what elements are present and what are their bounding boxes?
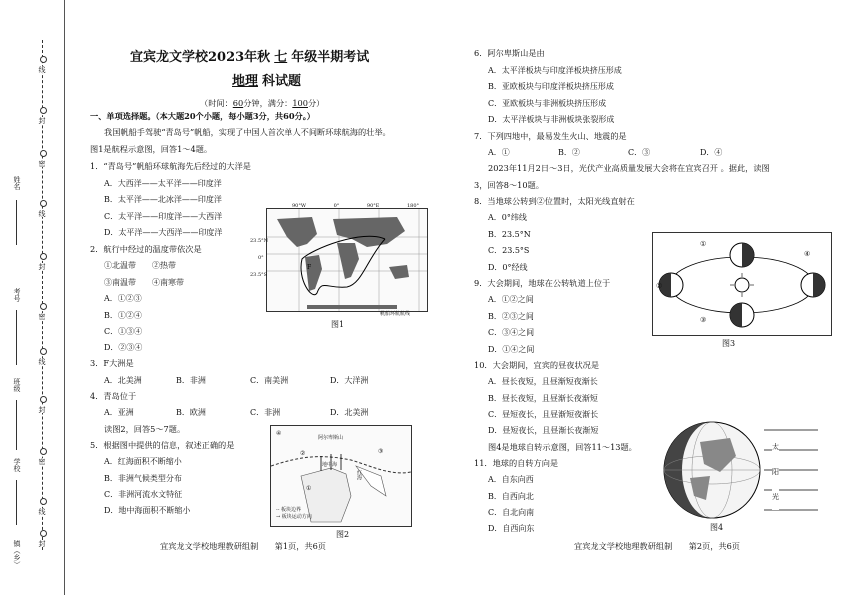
fig2-label-red-sea: 红海 [356, 470, 362, 480]
question-stem: 10．大会期间，宜宾的昼夜状况是 [474, 360, 600, 370]
figure-3-caption: 图3 [722, 339, 736, 348]
figure-1-world-map [266, 208, 428, 312]
answer-option[interactable]: B．太平洋——北冰洋——印度洋 [104, 195, 222, 204]
answer-option[interactable]: A．亚洲 [104, 408, 134, 417]
binding-word: 密 [38, 458, 46, 465]
question-stem: 5．根据图中提供的信息，叙述正确的是 [90, 440, 235, 450]
class-label: 班级 [13, 378, 21, 392]
answer-option[interactable]: B．23.5°N [488, 230, 531, 239]
answer-option[interactable]: B．自西向北 [488, 492, 534, 501]
answer-option[interactable]: D．0°经线 [488, 263, 528, 272]
section-title: 一、单项选择题。（本大题20个小题，每小题3分，共60分。） [90, 111, 315, 121]
question-stem: 3，回答8～10题。 [474, 180, 544, 190]
binding-dot [40, 253, 47, 260]
fig2-label-1: ① [306, 485, 312, 492]
question-stem: 3．F大洲是 [90, 358, 134, 368]
question-stem: 9．大会期间，地球在公转轨道上位于 [474, 278, 611, 288]
answer-option[interactable]: A．自东向西 [488, 475, 534, 484]
town-label: 镇（乡） [13, 540, 21, 568]
answer-option[interactable]: D．①④之间 [488, 345, 535, 354]
answer-option[interactable]: A．①②之间 [488, 295, 534, 304]
answer-option[interactable]: C．23.5°S [488, 246, 530, 255]
question-stem: 4．青岛位于 [90, 391, 137, 401]
answer-option[interactable]: A．① [488, 148, 510, 157]
binding-word: 封 [38, 263, 46, 270]
binding-word: 线 [38, 66, 46, 73]
answer-option[interactable]: C．非洲河流水文特征 [104, 490, 183, 499]
fig4-sun-label: 太 阳 光 [772, 435, 779, 510]
class-blank[interactable] [16, 400, 17, 450]
fig2-label-3: ③ [378, 448, 384, 455]
answer-option[interactable]: D．地中海面积不断缩小 [104, 506, 191, 515]
question-stem: 8．当地球公转到②位置时，太阳光线直射在 [474, 196, 635, 206]
fig2-label-alps: 阿尔卑斯山 [318, 435, 344, 441]
fig2-legend: -- 板块边界 → 板块运动方向 [276, 507, 312, 520]
binding-word: 封 [38, 540, 46, 547]
answer-option[interactable]: ①北温带 ②热带 [104, 261, 176, 270]
answer-option[interactable]: A．北美洲 [104, 376, 142, 385]
fig2-label-med: 地中海 [322, 462, 338, 468]
answer-option[interactable]: A．红海面积不断缩小 [104, 457, 182, 466]
answer-option[interactable]: D．昼短夜长，且昼渐长夜渐短 [488, 426, 599, 435]
exam-title: 宜宾龙文学校2023年秋 七 年级半期考试 [130, 50, 370, 65]
fig2-label-2: ② [300, 450, 306, 457]
answer-option[interactable]: C．亚欧板块与非洲板块挤压形成 [488, 99, 607, 108]
question-stem: 1．“青岛号”帆船环球航海先后经过的大洋是 [90, 161, 251, 171]
figure-4-caption: 图4 [710, 523, 724, 532]
question-stem: 11．地球的自转方向是 [474, 458, 559, 468]
name-blank[interactable] [16, 200, 17, 245]
answer-option[interactable]: C．③④之间 [488, 328, 535, 337]
answer-option[interactable]: D．自西向东 [488, 524, 535, 533]
fig3-label-1: ① [700, 240, 707, 248]
answer-option[interactable]: C．南美洲 [250, 376, 289, 385]
binding-word: 线 [38, 508, 46, 515]
binding-word: 密 [38, 313, 46, 320]
answer-option[interactable]: A．0°纬线 [488, 213, 527, 222]
binding-word: 密 [38, 160, 46, 167]
answer-option[interactable]: ③南温带 ④南寒带 [104, 278, 184, 287]
subject-title: 地理 科试题 [232, 74, 302, 89]
exam-no-blank[interactable] [16, 310, 17, 365]
answer-option[interactable]: C．自北向南 [488, 508, 535, 517]
answer-option[interactable]: B．② [558, 148, 580, 157]
answer-option[interactable]: B．亚欧板块与印度洋板块挤压形成 [488, 82, 614, 91]
answer-option[interactable]: C．非洲 [250, 408, 281, 417]
answer-option[interactable]: C．昼短夜长，且昼渐短夜渐长 [488, 410, 599, 419]
question-stem: 6．阿尔卑斯山是由 [474, 48, 545, 58]
answer-option[interactable]: D．太平洋板块与非洲板块张裂形成 [488, 115, 615, 124]
binding-word: 线 [38, 210, 46, 217]
intro-line-1: 我国帆船手驾驶“青岛号”帆船，实现了中国人首次单人不间断环球航海的壮举。 [104, 127, 391, 137]
school-label: 学校 [13, 458, 21, 472]
fig1-lon-labels: 90°W 0° 90°E 180° [292, 203, 420, 209]
answer-option[interactable]: B．欧洲 [176, 408, 206, 417]
answer-option[interactable]: D．②③④ [104, 343, 143, 352]
fig2-label-4: ④ [276, 430, 282, 437]
answer-option[interactable]: A．昼长夜短，且昼渐短夜渐长 [488, 377, 598, 386]
question-stem: 7．下列四地中，最易发生火山、地震的是 [474, 131, 627, 141]
fig3-label-2: ② [656, 282, 663, 290]
binding-dot [40, 348, 47, 355]
exam-time: （时间：60分钟，满分：100分） [200, 98, 325, 108]
school-blank[interactable] [16, 480, 17, 525]
answer-option[interactable]: B．昼长夜短，且昼渐长夜渐短 [488, 394, 598, 403]
figure-1-caption: 图1 [331, 320, 345, 329]
answer-option[interactable]: B．非洲 [176, 376, 206, 385]
answer-option[interactable]: B．非洲气候类型分布 [104, 474, 182, 483]
answer-option[interactable]: D．④ [700, 148, 723, 157]
page-rule [64, 0, 65, 595]
binding-dot [40, 303, 47, 310]
binding-dot [40, 56, 47, 63]
binding-word: 封 [38, 117, 46, 124]
binding-dot [40, 530, 47, 537]
answer-option[interactable]: A．大西洋——太平洋——印度洋 [104, 179, 222, 188]
answer-option[interactable]: C．③ [628, 148, 651, 157]
question-stem: 2．航行中经过的温度带依次是 [90, 244, 202, 254]
figure-4-rotation [660, 420, 820, 520]
binding-dot [40, 107, 47, 114]
binding-dot [40, 448, 47, 455]
answer-option[interactable]: C．①③④ [104, 327, 143, 336]
fig1-lat-labels: 23.5°N 0° 23.5°S [250, 238, 269, 278]
binding-word: 线 [38, 358, 46, 365]
intro-line-2: 图1是航程示意图，回答1～4题。 [90, 144, 213, 154]
label-f: F [307, 264, 312, 271]
exam-no-label: 考号 [13, 288, 21, 302]
binding-dot [40, 498, 47, 505]
answer-option[interactable]: D．太平洋——大西洋——印度洋 [104, 228, 223, 237]
figure-3-orbit [652, 232, 832, 336]
answer-option[interactable]: A．太平洋板块与印度洋板块挤压形成 [488, 66, 622, 75]
figure-2-caption: 图2 [336, 530, 350, 539]
answer-option[interactable]: C．太平洋——印度洋——大西洋 [104, 212, 223, 221]
fig3-label-4: ④ [804, 250, 811, 258]
binding-word: 封 [38, 406, 46, 413]
answer-option[interactable]: B．①②④ [104, 311, 142, 320]
answer-option[interactable]: B．②③之间 [488, 312, 534, 321]
answer-option[interactable]: D．北美洲 [330, 408, 369, 417]
footer-right: 宜宾龙文学校地理教研组制 第2页，共6页 [574, 541, 740, 551]
question-stem: 图4是地球自转示意图，回答11～13题。 [488, 442, 637, 452]
fig3-label-3: ③ [700, 316, 707, 324]
binding-dot [40, 200, 47, 207]
name-label: 姓名 [13, 176, 21, 190]
fig1-legend: 帆船环航航线 [380, 311, 411, 317]
footer-left: 宜宾龙文学校地理教研组制 第1页，共6页 [160, 541, 326, 551]
binding-dot [40, 150, 47, 157]
question-stem: 读图2，回答5～7题。 [104, 424, 186, 434]
answer-option[interactable]: A．①②③ [104, 294, 142, 303]
question-stem: 2023年11月2日～3日，光伏产业高质量发展大会将在宜宾召开 。据此，读图 [488, 163, 770, 173]
answer-option[interactable]: D．大洋洲 [330, 376, 369, 385]
binding-dot [40, 396, 47, 403]
